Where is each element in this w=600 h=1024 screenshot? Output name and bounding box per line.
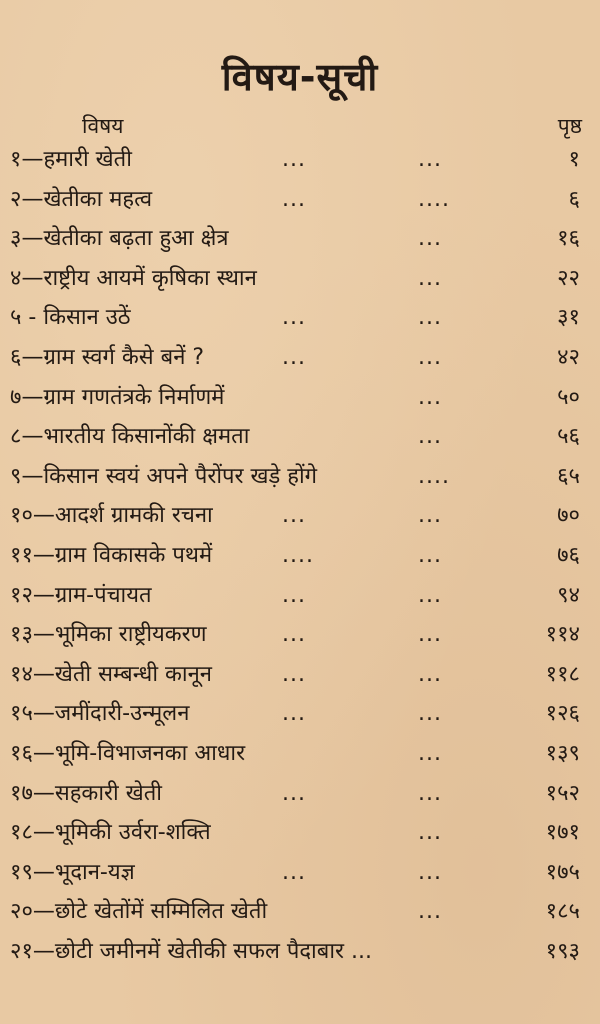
toc-entry [0,338,600,378]
page-number: ६ [568,186,580,212]
leader-dots: ... [282,582,306,608]
chapter-title: १—हमारी खेती [10,147,132,172]
page-number: ६५ [557,463,580,489]
leader-dots: ... [418,226,442,252]
leader-dots: ... [418,344,442,370]
leader-dots: ... [418,265,442,291]
leader-dots: ... [282,622,306,648]
subject-column-heading: विषय [82,114,124,138]
page-number: १८५ [545,899,580,925]
leader-dots: ... [282,780,306,806]
chapter-title: ८—भारतीय किसानोंकी क्षमता [10,424,250,450]
leader-dots: ... [282,661,306,687]
leader-dots: ... [418,899,442,925]
leader-dots: ... [418,147,442,172]
leader-dots: ... [418,740,442,766]
chapter-title: १५—जमींदारी-उन्मूलन [10,701,190,727]
page-number: ३१ [557,305,580,331]
chapter-title: ३—खेतीका बढ़ता हुआ क्षेत्र [10,226,229,252]
page-number: १७१ [545,820,580,846]
leader-dots: ... [418,622,442,648]
toc-entry [0,892,600,932]
toc-entry [0,417,600,457]
chapter-title: १६—भूमि-विभाजनका आधार [10,740,246,766]
leader-dots: ... [418,503,442,529]
page-title: विषय-सूची [221,55,379,99]
page-number: २२ [557,265,580,291]
table-of-contents [0,140,600,971]
toc-entry [0,180,600,220]
toc-entry [0,259,600,299]
page-number: ११८ [545,661,580,687]
page-number: १ [568,147,580,172]
toc-entry [0,853,600,893]
chapter-title: १९—भूदान-यज्ञ [10,859,135,885]
leader-dots: ... [418,582,442,608]
leader-dots: .... [282,542,314,568]
toc-entry [0,615,600,655]
toc-entry [0,140,600,180]
leader-dots: ... [282,344,306,370]
page-number: १९३ [545,938,580,964]
toc-entry [0,496,600,536]
chapter-title: १८—भूमिकी उर्वरा-शक्ति [10,820,211,846]
leader-dots: ... [418,661,442,687]
page-column-heading: पृष्ठ [557,114,582,138]
leader-dots: ... [418,701,442,727]
toc-entry [0,576,600,616]
page-number: ४२ [557,344,580,370]
chapter-title: २०—छोटे खेतोंमें सम्मिलित खेती [10,899,268,925]
chapter-title: ५ - किसान उठें [10,305,131,331]
toc-entry [0,655,600,695]
page-number: १२६ [545,701,580,727]
page-number: १६ [557,226,580,252]
chapter-title: १७—सहकारी खेती [10,780,162,806]
chapter-title: २१—छोटी जमीनमें खेतीकी सफल पैदाबार ... [10,938,372,964]
toc-entry [0,457,600,497]
leader-dots: ... [418,542,442,568]
page-number: ५० [557,384,580,410]
toc-entry [0,694,600,734]
toc-entry [0,734,600,774]
leader-dots: ... [418,305,442,331]
chapter-title: ४—राष्ट्रीय आयमें कृषिका स्थान [10,265,257,291]
toc-entry [0,378,600,418]
leader-dots: ... [418,424,442,450]
page-number: ९४ [557,582,580,608]
chapter-title: २—खेतीका महत्व [10,186,153,212]
chapter-title: ७—ग्राम गणतंत्रके निर्माणमें [10,384,225,410]
leader-dots: ... [282,147,306,172]
page-number: १३९ [545,740,580,766]
toc-entry [0,813,600,853]
leader-dots: ... [282,503,306,529]
toc-entry [0,932,600,972]
leader-dots: ... [418,820,442,846]
leader-dots: ... [418,859,442,885]
chapter-title: १४—खेती सम्बन्धी कानून [10,661,213,687]
leader-dots: ... [282,859,306,885]
chapter-title: १२—ग्राम-पंचायत [10,582,152,608]
page-number: ७० [557,503,580,529]
leader-dots: ... [282,701,306,727]
chapter-title: ६—ग्राम स्वर्ग कैसे बनें ? [10,344,205,370]
leader-dots: ... [418,384,442,410]
leader-dots: .... [418,186,450,212]
leader-dots: ... [418,780,442,806]
page-number: ११४ [545,622,580,648]
page-number: १५२ [545,780,580,806]
page-number: ५६ [557,424,580,450]
leader-dots: ... [282,186,306,212]
toc-entry [0,219,600,259]
chapter-title: ११—ग्राम विकासके पथमें [10,542,213,568]
chapter-title: ९—किसान स्वयं अपने पैरोंपर खड़े होंगे [10,463,318,489]
chapter-title: १३—भूमिका राष्ट्रीयकरण [10,622,207,648]
page-number: १७५ [545,859,580,885]
page-number: ७६ [557,542,580,568]
toc-entry [0,536,600,576]
leader-dots: ... [282,305,306,331]
chapter-title: १०—आदर्श ग्रामकी रचना [10,503,213,529]
leader-dots: .... [418,463,450,489]
toc-entry [0,298,600,338]
toc-entry [0,774,600,814]
